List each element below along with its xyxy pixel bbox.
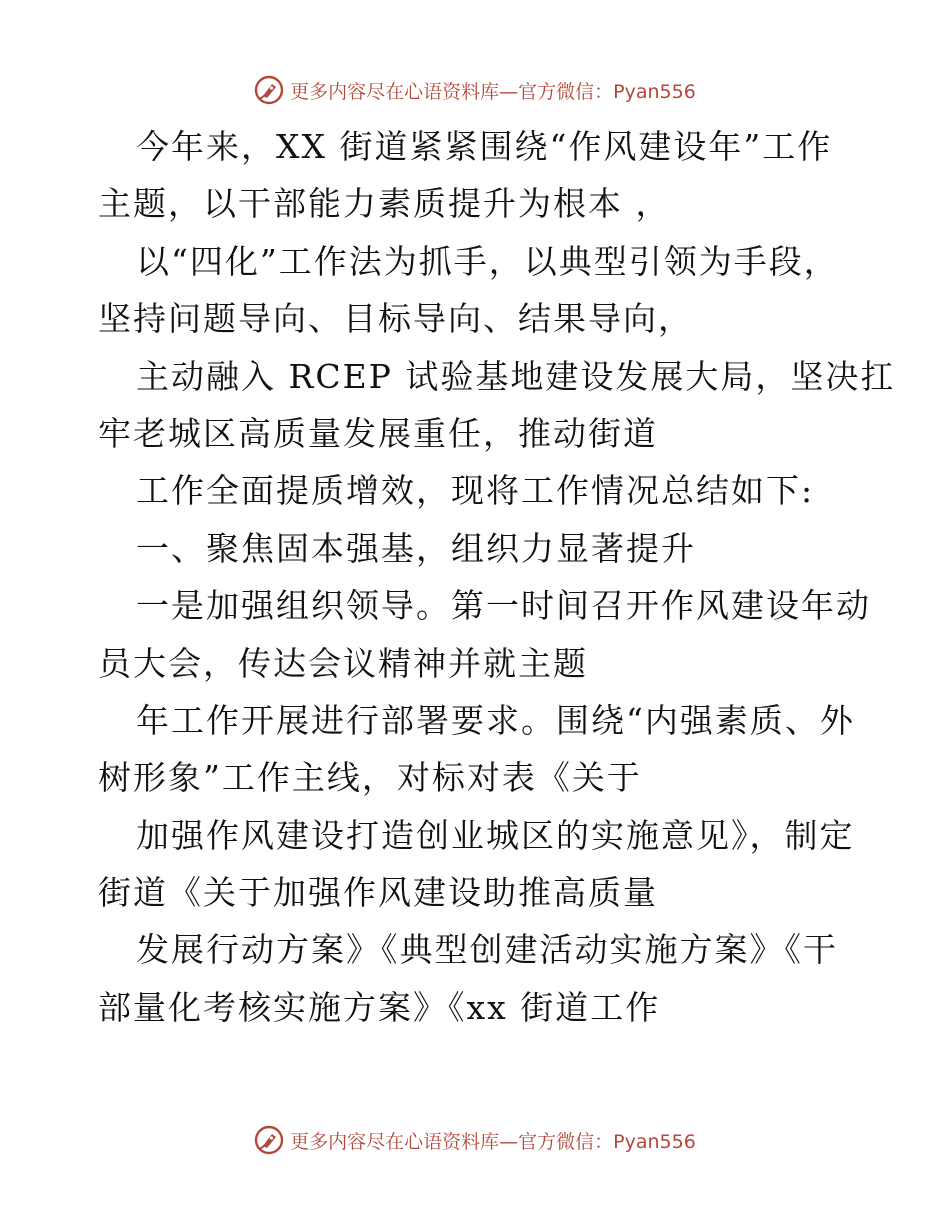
footer-banner	[0, 1120, 950, 1160]
text-line: 一、聚焦固本强基，组织力显著提升	[136, 528, 696, 568]
document-body	[98, 118, 896, 1036]
text-line: 街道《关于加强作风建设助推高质量	[98, 873, 658, 913]
text-line: 工作全面提质增效，现将工作情况总结如下:	[136, 471, 815, 511]
pen-nib-logo-icon	[254, 75, 284, 105]
footer-banner-text: 更多内容尽在心语资料库—官方微信：Pyan556	[290, 1130, 696, 1153]
text-line: 今年来，XX 街道紧紧围绕“作风建设年”工作	[136, 127, 833, 166]
text-line: 发展行动方案》《典型创建活动实施方案》《干	[136, 930, 838, 970]
text-line: 部量化考核实施方案》《xx 街道工作	[98, 987, 661, 1027]
text-line: 以“四化”工作法为抓手，以典型引领为手段，	[136, 241, 839, 281]
text-line: 坚持问题导向、目标导向、结果导向，	[98, 299, 693, 339]
text-line: 员大会，传达会议精神并就主题	[98, 643, 588, 683]
text-line: 树形象”工作主线，对标对表《关于	[98, 758, 642, 798]
text-line: 牢老城区高质量发展重任，推动街道	[98, 413, 658, 453]
header-banner-text: 更多内容尽在心语资料库—官方微信：Pyan556	[290, 80, 696, 103]
text-line: 加强作风建设打造创业城区的实施意见》，制定	[136, 815, 855, 855]
text-line: 一是加强组织领导。第一时间召开作风建设年动	[136, 586, 871, 626]
header-banner	[0, 70, 950, 110]
text-line: 年工作开展进行部署要求。围绕“内强素质、外	[136, 700, 855, 740]
text-line: 主动融入 RCEP 试验基地建设发展大局，坚决扛	[136, 356, 896, 396]
pen-nib-logo-icon	[254, 1125, 284, 1155]
text-line: 主题，以干部能力素质提升为根本 ，	[98, 184, 671, 224]
